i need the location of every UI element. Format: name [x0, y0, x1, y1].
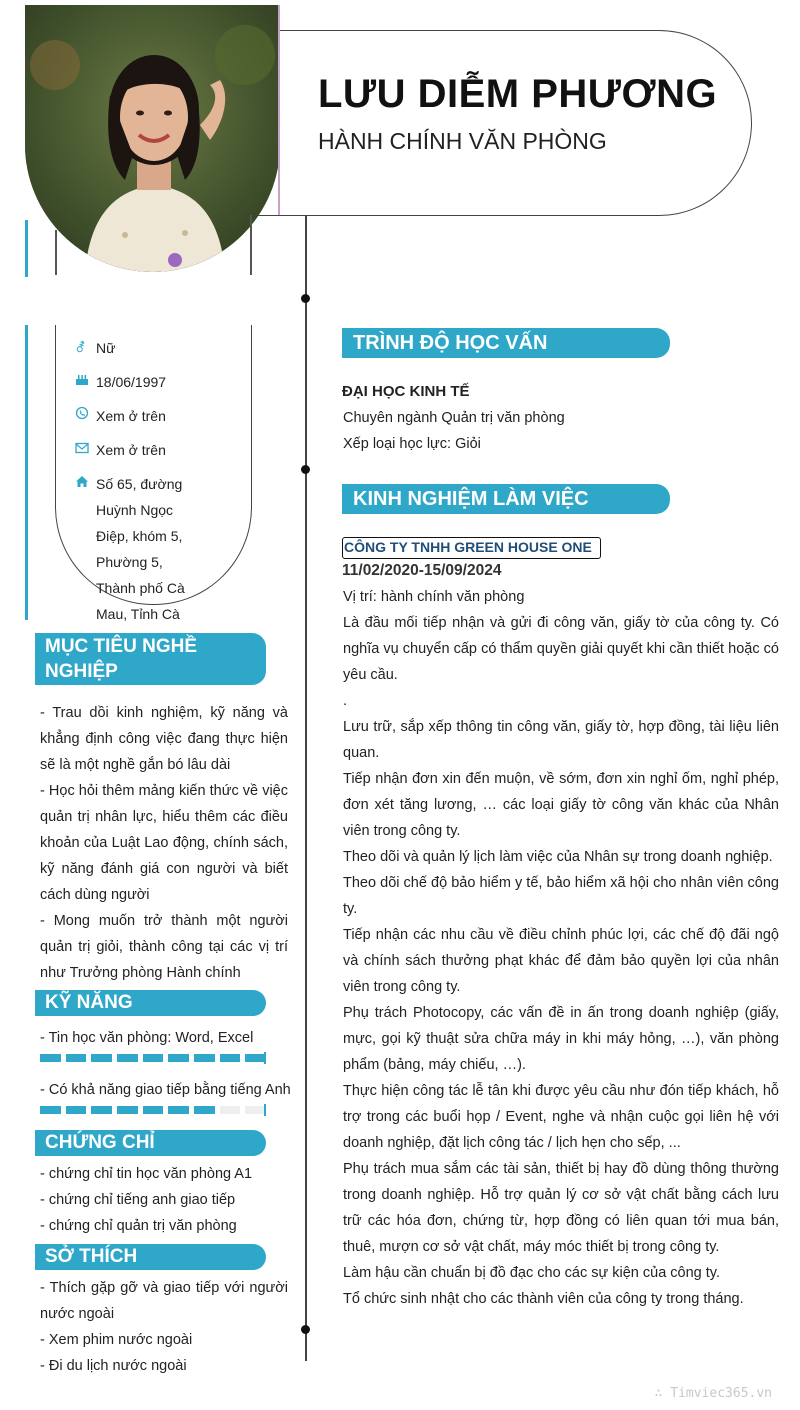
- duty-item: Tiếp nhận đơn xin đến muộn, về sớm, đơn xin nghỉ ốm, nghỉ phép, đơn xét tăng lương, … các loại giấy tờ công văn khác của Nhân viên trong công ty.: [343, 771, 779, 839]
- duty-item: Tiếp nhận các nhu cầu về điều chỉnh phúc lợi, các chế độ đãi ngộ và chính sách thưởng phạt khác để đảm bảo quyền lợi của nhân viên trong công ty.: [343, 927, 779, 995]
- contact-birthday: 18/06/1997: [75, 369, 196, 395]
- hobbies-list: [40, 1275, 288, 1379]
- hobby-item: - Thích gặp gỡ và giao tiếp với người nước ngoài: [40, 1280, 288, 1322]
- skill-segment: [143, 1054, 164, 1062]
- timeline-dot: [301, 294, 310, 303]
- skill-segment: [40, 1106, 61, 1114]
- skill-segment: [40, 1054, 61, 1062]
- skill-segment: [245, 1054, 266, 1062]
- envelope-icon: [75, 437, 96, 463]
- duty-item: Tổ chức sinh nhật cho các thành viên của công ty trong tháng.: [343, 1291, 744, 1307]
- certificates-heading: CHỨNG CHỈ: [35, 1130, 266, 1156]
- header-frame: [250, 30, 752, 216]
- duty-item: Phụ trách Photocopy, các vấn đề in ấn trong doanh nghiệp (giấy, mực, gọi kỹ thuật sửa chữa máy in khi máy hỏng, …), văn phòng phẩm (bảng, máy chiếu, …).: [343, 1005, 779, 1073]
- duty-item: Làm hậu cần chuẩn bị đồ đạc cho các sự kiện của công ty.: [343, 1265, 720, 1281]
- skill-segment: [91, 1106, 112, 1114]
- skill-segment: [168, 1054, 189, 1062]
- experience-heading: KINH NGHIỆM LÀM VIỆC: [342, 484, 670, 514]
- birthday-cake-icon: [75, 369, 96, 395]
- duty-item: Theo dõi và quản lý lịch làm việc của Nhân sự trong doanh nghiệp.: [343, 849, 773, 865]
- education-school: ĐẠI HỌC KINH TẾ: [342, 383, 470, 400]
- watermark: ∴ Timviec365.vn: [654, 1386, 772, 1401]
- timeline-dot: [301, 1325, 310, 1334]
- duty-item: Lưu trữ, sắp xếp thông tin công văn, giấy tờ, hợp đồng, tài liệu liên quan.: [343, 719, 779, 761]
- skill-segment: [117, 1106, 138, 1114]
- skill-bar-end: [264, 1052, 266, 1064]
- hobby-item: - Xem phim nước ngoài: [40, 1332, 193, 1348]
- skill-label: - Tin học văn phòng: Word, Excel: [40, 1030, 254, 1046]
- skill-segment: [66, 1106, 87, 1114]
- contact-gender: ⚦ Nữ: [75, 335, 196, 361]
- certificate-item: - chứng chỉ tin học văn phòng A1: [40, 1166, 253, 1182]
- work-period: 11/02/2020-15/09/2024: [342, 562, 502, 579]
- hobby-item: - Đi du lịch nước ngoài: [40, 1358, 187, 1374]
- duty-item: Theo dõi chế độ bảo hiểm y tế, bảo hiểm xã hội cho nhân viên công ty.: [343, 875, 779, 917]
- skill-segment: [168, 1106, 189, 1114]
- skill-segment: [220, 1054, 241, 1062]
- duty-item: Là đầu mối tiếp nhận và gửi đi công văn, giấy tờ của công ty. Có nghĩa vụ chuyển cấp có thẩm quyền giải quyết khi cần thiết hoặc có yêu cầu.: [343, 615, 779, 683]
- skill-segment: [117, 1054, 138, 1062]
- skill-segment: [194, 1054, 215, 1062]
- contact-email: Xem ở trên: [75, 437, 196, 463]
- skill-segment: [143, 1106, 164, 1114]
- skill-bar-end: [264, 1104, 266, 1116]
- duty-item: Thực hiện công tác lễ tân khi được yêu cầu như đón tiếp khách, hỗ trợ trong các buổi họp / Event, nghe và nhận cuộc gọi liên hệ với doanh nghiệp, đặt lịch công tác / lịch hẹn cho sếp, ...: [343, 1083, 779, 1151]
- skill-level-bar: [40, 1106, 266, 1114]
- skills-heading: KỸ NĂNG: [35, 990, 266, 1016]
- education-grade: Xếp loại học lực: Giỏi: [343, 436, 481, 452]
- objective-item: - Trau dồi kinh nghiệm, kỹ năng và khẳng định công việc đang thực hiện sẽ là một nghề gắn bó lâu dài: [40, 705, 288, 773]
- company-name: CÔNG TY TNHH GREEN HOUSE ONE: [342, 537, 601, 559]
- contact-frame-line: [55, 230, 57, 275]
- certificate-item: - chứng chỉ tiếng anh giao tiếp: [40, 1192, 236, 1208]
- objective-item: - Học hỏi thêm mảng kiến thức về việc quản trị nhân lực, hiểu thêm các điều khoản của Luật Lao động, chính sách, kỹ năng đánh giá con người và biết cách dùng người: [40, 783, 288, 903]
- hobbies-heading: SỞ THÍCH: [35, 1244, 266, 1270]
- skill-segment: [91, 1054, 112, 1062]
- home-icon: [75, 471, 96, 627]
- candidate-name: LƯU DIỄM PHƯƠNG: [318, 72, 718, 116]
- profile-photo: [25, 5, 280, 272]
- education-details: [343, 405, 779, 457]
- duty-item: Phụ trách mua sắm các tài sản, thiết bị hay đồ dùng thông thường trong doanh nghiệp. Hỗ trợ quản lý cơ sở vật chất bằng cách lưu trữ các hóa đơn, chứng từ, hợp đồng có liên quan tới mua bán, thuê, mượn cơ sở vật chất, máy móc thiết bị trong công ty.: [343, 1161, 779, 1255]
- contact-frame-line: [250, 215, 252, 275]
- skill-segment: [194, 1106, 215, 1114]
- job-title: HÀNH CHÍNH VĂN PHÒNG: [318, 128, 607, 154]
- phone-icon: [75, 403, 96, 429]
- gender-icon: ⚦: [75, 340, 86, 355]
- left-accent-line: [25, 220, 28, 277]
- address-text: Số 65, đường Huỳnh Ngọc Điệp, khóm 5, Phường 5, Thành phố Cà Mau, Tỉnh Cà: [96, 476, 185, 622]
- objective-heading: MỤC TIÊU NGHỀ NGHIỆP: [35, 633, 266, 685]
- education-major: Chuyên ngành Quản trị văn phòng: [343, 410, 565, 426]
- timeline-line: [305, 216, 307, 1361]
- watermark-icon: ∴: [654, 1386, 671, 1401]
- left-accent-line: [25, 325, 28, 620]
- timeline-dot: [301, 465, 310, 474]
- photo-border: [278, 5, 280, 215]
- experience-details: [343, 584, 779, 1312]
- skill-segment: [220, 1106, 241, 1114]
- skill-segment: [245, 1106, 266, 1114]
- portrait-illustration: [25, 5, 280, 272]
- education-heading: TRÌNH ĐỘ HỌC VẤN: [342, 328, 670, 358]
- objective-content: [40, 700, 288, 986]
- certificates-list: [40, 1161, 288, 1239]
- job-position: Vị trí: hành chính văn phòng: [343, 589, 525, 605]
- contact-address: [75, 471, 196, 627]
- skill-segment: [66, 1054, 87, 1062]
- skill-level-bar: [40, 1054, 266, 1062]
- skill-label: - Có khả năng giao tiếp bằng tiếng Anh: [40, 1082, 291, 1098]
- duty-item: .: [343, 693, 348, 709]
- objective-item: - Mong muốn trở thành một người quản trị giỏi, thành công tại các vị trí như Trưởng phòng Hành chính: [40, 913, 288, 981]
- contact-phone: Xem ở trên: [75, 403, 196, 429]
- certificate-item: - chứng chỉ quản trị văn phòng: [40, 1218, 237, 1234]
